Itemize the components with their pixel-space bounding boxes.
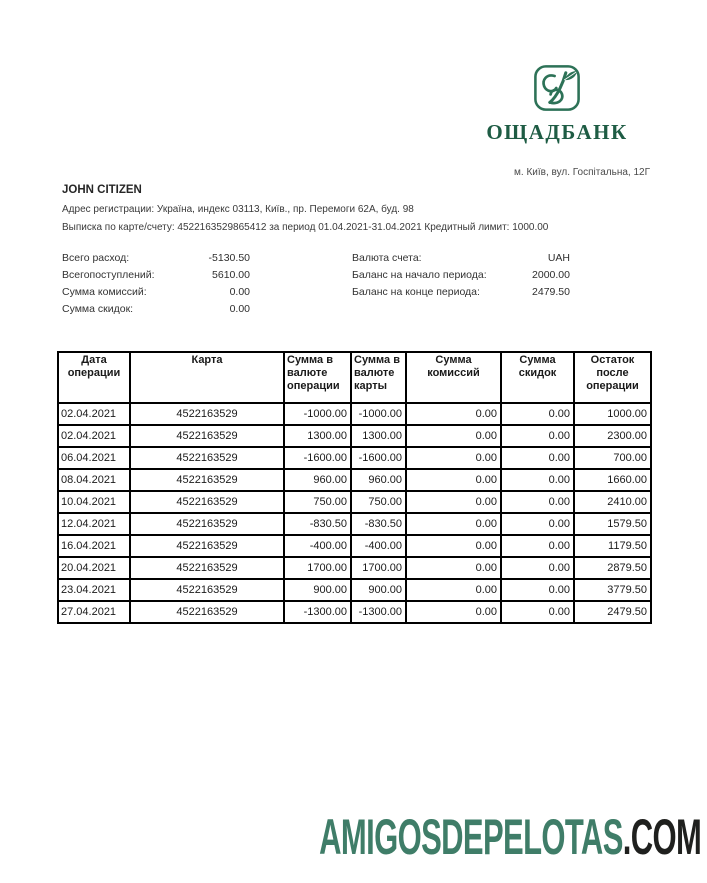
transaction-cell: 4522163529 xyxy=(130,557,284,579)
summary-row xyxy=(62,284,250,301)
transaction-cell: 4522163529 xyxy=(130,403,284,425)
transaction-cell: 2410.00 xyxy=(574,491,651,513)
transaction-cell: 20.04.2021 xyxy=(58,557,130,579)
transaction-cell: 4522163529 xyxy=(130,513,284,535)
column-header: Остаток после операции xyxy=(574,352,651,403)
transaction-row xyxy=(58,557,651,579)
customer-name: JOHN CITIZEN xyxy=(62,184,142,196)
registration-address: Адрес регистрации: Україна, индекс 03113, Київ., пр. Перемоги 62А, буд. 98 xyxy=(62,204,414,215)
transaction-cell: -830.50 xyxy=(284,513,351,535)
transaction-cell: 0.00 xyxy=(406,579,501,601)
transaction-row xyxy=(58,601,651,623)
transaction-cell: 960.00 xyxy=(284,469,351,491)
transaction-cell: 3779.50 xyxy=(574,579,651,601)
transaction-cell: -1300.00 xyxy=(284,601,351,623)
transaction-cell: 0.00 xyxy=(501,513,574,535)
summary-totals-right xyxy=(352,250,570,301)
transaction-cell: 700.00 xyxy=(574,447,651,469)
transaction-cell: 0.00 xyxy=(501,535,574,557)
transaction-cell: -1600.00 xyxy=(284,447,351,469)
transaction-cell: 02.04.2021 xyxy=(58,425,130,447)
transaction-cell: 0.00 xyxy=(406,557,501,579)
transaction-cell: 2300.00 xyxy=(574,425,651,447)
summary-value: UAH xyxy=(547,252,570,264)
column-header: Дата операции xyxy=(58,352,130,403)
transaction-row xyxy=(58,447,651,469)
transaction-cell: -1300.00 xyxy=(351,601,406,623)
transaction-cell: 0.00 xyxy=(406,601,501,623)
transaction-cell: 1300.00 xyxy=(351,425,406,447)
transaction-cell: 4522163529 xyxy=(130,579,284,601)
transaction-cell: 900.00 xyxy=(284,579,351,601)
transaction-cell: -400.00 xyxy=(351,535,406,557)
transaction-cell: 12.04.2021 xyxy=(58,513,130,535)
summary-row xyxy=(62,267,250,284)
transaction-row xyxy=(58,535,651,557)
summary-row xyxy=(62,301,250,318)
summary-value: 2000.00 xyxy=(532,269,570,281)
transaction-row xyxy=(58,403,651,425)
bank-name: ОЩАДБАНК xyxy=(486,120,628,144)
transaction-cell: -830.50 xyxy=(351,513,406,535)
transaction-cell: 900.00 xyxy=(351,579,406,601)
statement-info-line: Выписка по карте/счету: 4522163529865412 за период 01.04.2021-31.04.2021 Кредитный лимит: 1000.00 xyxy=(62,222,549,233)
watermark-tld-text: .COM xyxy=(622,809,701,865)
summary-row xyxy=(352,250,570,267)
transaction-cell: 1660.00 xyxy=(574,469,651,491)
transaction-cell: 0.00 xyxy=(406,447,501,469)
transaction-cell: 0.00 xyxy=(501,557,574,579)
transaction-cell: 4522163529 xyxy=(130,425,284,447)
transaction-row xyxy=(58,513,651,535)
transaction-cell: 1300.00 xyxy=(284,425,351,447)
column-header: Сумма в валюте карты xyxy=(351,352,406,403)
transaction-cell: 0.00 xyxy=(406,403,501,425)
transaction-cell: 27.04.2021 xyxy=(58,601,130,623)
summary-row xyxy=(352,284,570,301)
summary-row xyxy=(352,267,570,284)
transaction-cell: 10.04.2021 xyxy=(58,491,130,513)
oschadbank-logo-icon xyxy=(533,64,581,112)
customer-block xyxy=(62,184,662,233)
bank-logo xyxy=(477,64,637,145)
transaction-cell: 08.04.2021 xyxy=(58,469,130,491)
summary-value: 5610.00 xyxy=(212,269,250,281)
summary-row xyxy=(62,250,250,267)
bank-address: м. Київ, вул. Госпітальна, 12Г xyxy=(514,167,650,178)
watermark xyxy=(319,808,701,866)
transaction-cell: 0.00 xyxy=(501,447,574,469)
transaction-row xyxy=(58,425,651,447)
summary-label: Всегопоступлений: xyxy=(62,269,155,281)
transaction-cell: 750.00 xyxy=(284,491,351,513)
column-header: Сумма комиссий xyxy=(406,352,501,403)
transaction-cell: 0.00 xyxy=(406,535,501,557)
transaction-cell: 1700.00 xyxy=(284,557,351,579)
transaction-cell: 1700.00 xyxy=(351,557,406,579)
transaction-cell: 0.00 xyxy=(406,491,501,513)
transaction-cell: 1000.00 xyxy=(574,403,651,425)
transactions-table-body xyxy=(58,403,651,623)
watermark-site-text: AMIGOSDEPELOTAS xyxy=(318,809,623,865)
summary-label: Баланс на конце периода: xyxy=(352,286,480,298)
transaction-cell: 0.00 xyxy=(501,601,574,623)
transaction-cell: 0.00 xyxy=(406,469,501,491)
summary-value: -5130.50 xyxy=(208,252,250,264)
summary-value: 0.00 xyxy=(229,286,250,298)
transaction-cell: 16.04.2021 xyxy=(58,535,130,557)
transaction-cell: -400.00 xyxy=(284,535,351,557)
transaction-row xyxy=(58,579,651,601)
transaction-cell: 02.04.2021 xyxy=(58,403,130,425)
transaction-cell: 960.00 xyxy=(351,469,406,491)
transaction-cell: -1000.00 xyxy=(351,403,406,425)
transactions-table-header xyxy=(58,352,651,403)
transaction-cell: 0.00 xyxy=(501,425,574,447)
transaction-cell: 4522163529 xyxy=(130,469,284,491)
transaction-cell: 4522163529 xyxy=(130,447,284,469)
transaction-cell: -1000.00 xyxy=(284,403,351,425)
transaction-cell: 06.04.2021 xyxy=(58,447,130,469)
transaction-cell: 23.04.2021 xyxy=(58,579,130,601)
transaction-cell: 1179.50 xyxy=(574,535,651,557)
transaction-cell: 2479.50 xyxy=(574,601,651,623)
transaction-cell: 4522163529 xyxy=(130,601,284,623)
summary-label: Всего расход: xyxy=(62,252,130,264)
transaction-row xyxy=(58,491,651,513)
summary-value: 0.00 xyxy=(229,303,250,315)
transaction-cell: 0.00 xyxy=(501,579,574,601)
transaction-cell: 1579.50 xyxy=(574,513,651,535)
summary-totals-left xyxy=(62,250,250,318)
transaction-cell: 2879.50 xyxy=(574,557,651,579)
transaction-cell: -1600.00 xyxy=(351,447,406,469)
transaction-cell: 4522163529 xyxy=(130,535,284,557)
column-header: Сумма скидок xyxy=(501,352,574,403)
transaction-cell: 0.00 xyxy=(501,403,574,425)
summary-value: 2479.50 xyxy=(532,286,570,298)
transaction-cell: 4522163529 xyxy=(130,491,284,513)
transaction-cell: 0.00 xyxy=(501,491,574,513)
transaction-cell: 0.00 xyxy=(501,469,574,491)
transaction-cell: 0.00 xyxy=(406,425,501,447)
summary-label: Сумма комиссий: xyxy=(62,286,147,298)
transaction-cell: 750.00 xyxy=(351,491,406,513)
summary-label: Баланс на начало периода: xyxy=(352,269,487,281)
summary-label: Валюта счета: xyxy=(352,252,422,264)
summary-label: Сумма скидок: xyxy=(62,303,134,315)
column-header: Сумма в валюте операции xyxy=(284,352,351,403)
transaction-cell: 0.00 xyxy=(406,513,501,535)
transaction-row xyxy=(58,469,651,491)
column-header: Карта xyxy=(130,352,284,403)
transactions-table xyxy=(57,351,652,624)
